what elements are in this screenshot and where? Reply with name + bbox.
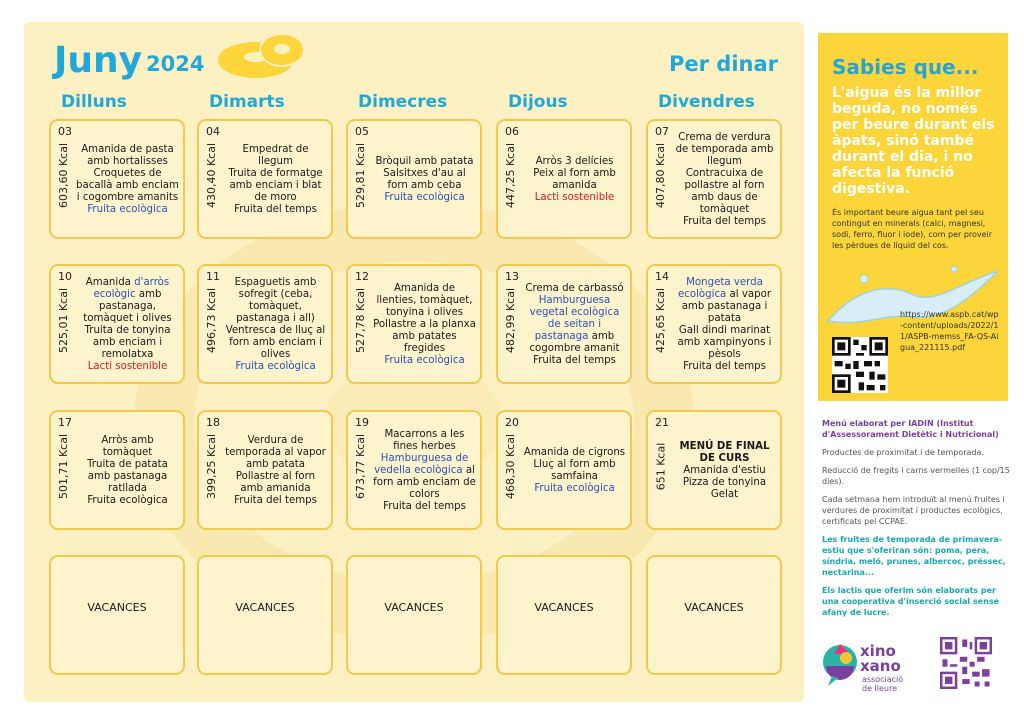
info-url-link[interactable]: https://www.aspb.cat/wp-content/uploads/2022/11/ASPB-memss_FA-QS-Aigua_221115.pdf — [900, 310, 999, 352]
kcal-value: 525,01 Kcal — [57, 287, 71, 353]
info-title: Sabies que... — [832, 55, 979, 79]
menu-text: Amanida de cigrons — [523, 447, 626, 458]
menu-text: Gelat — [710, 489, 739, 500]
day-cell — [346, 410, 482, 530]
kcal-value: 527,78 Kcal — [354, 287, 368, 353]
day-cell — [496, 119, 632, 239]
kcal-label — [500, 125, 522, 225]
menu-text: Contracuixa de pollastre al forn amb daus de tomàquet — [684, 168, 765, 215]
logo-line-1: xino — [860, 642, 896, 660]
kcal-label — [350, 125, 372, 225]
day-cell — [197, 410, 333, 530]
kcal-label — [53, 416, 75, 516]
menu-item — [224, 435, 327, 471]
menu-text: Mongeta verda ecològica — [677, 277, 763, 300]
kcal-value: 603,60 Kcal — [57, 142, 71, 208]
kcal-label — [650, 416, 672, 516]
vacation-label: VACANCES — [534, 601, 594, 614]
menu-items — [373, 420, 476, 522]
menu-text: Crema de carbassó — [525, 283, 624, 294]
menu-text: Crema de verdura de temporada amb llegum — [675, 132, 774, 167]
menu-text: amb pastanaga, tomàquet i olives — [83, 289, 172, 324]
menu-text: Croquetes de bacallà amb enciam i cogombre amanits — [76, 168, 179, 203]
day-cell — [646, 264, 782, 384]
menu-items — [224, 129, 327, 231]
vacation-cell — [496, 555, 632, 675]
menu-item — [373, 319, 476, 355]
menu-items — [373, 274, 476, 376]
vacation-cell — [197, 555, 333, 675]
menu-text: Arròs 3 delícies — [535, 156, 614, 167]
kcal-label — [53, 125, 75, 225]
menu-item — [673, 168, 776, 216]
menu-text: Fruita del temps — [683, 361, 766, 372]
menu-items — [76, 274, 179, 376]
kcal-label — [650, 270, 672, 370]
kcal-value: 501,71 Kcal — [57, 433, 71, 499]
menu-item — [673, 465, 776, 477]
menu-text: Fruita ecològica — [384, 355, 465, 366]
menu-text: MENÚ DE FINAL DE CURS — [679, 441, 770, 464]
menu-item — [373, 168, 476, 192]
kcal-value: 651 Kcal — [654, 442, 668, 490]
day-cell — [49, 410, 185, 530]
menu-text: Arròs amb tomàquet — [101, 435, 154, 458]
kcal-label — [201, 270, 223, 370]
menu-item — [76, 168, 179, 204]
day-number: 20 — [505, 416, 519, 429]
day-number: 13 — [505, 270, 519, 283]
menu-item — [76, 277, 179, 325]
menu-text: Verdura de temporada al vapor amb patata — [225, 435, 326, 470]
vacation-label: VACANCES — [235, 601, 295, 614]
menu-text: Hamburguesa vegetal ecològica de seitan i pastanaga — [529, 295, 620, 342]
logo-line-3: associació de lleure — [862, 675, 904, 693]
menu-item — [673, 361, 776, 373]
logo-line-2: xano — [860, 657, 901, 675]
menu-items — [673, 274, 776, 376]
day-cell — [197, 119, 333, 239]
kcal-value: 407,80 Kcal — [654, 142, 668, 208]
menu-item — [673, 277, 776, 325]
menu-item — [523, 168, 626, 192]
day-cell — [646, 410, 782, 530]
menu-items — [76, 420, 179, 522]
day-cell — [197, 264, 333, 384]
menu-item — [76, 495, 179, 507]
note-proximity: Productes de proximitat i de temporada. — [822, 448, 984, 457]
menu-item — [76, 144, 179, 168]
menu-text: Espaguetis amb sofregit (ceba, tomàquet, pastanaga i all) — [234, 277, 317, 324]
menu-text: Ventresca de lluç al forn amb enciam i olives — [225, 325, 326, 360]
kcal-value: 447,25 Kcal — [504, 142, 518, 208]
menu-items — [673, 420, 776, 522]
vacation-cell — [49, 555, 185, 675]
menu-text: Truita de formatge amb enciam i blat de moro — [228, 168, 323, 203]
year-label: 2024 — [146, 52, 205, 76]
menu-item — [523, 156, 626, 168]
qr-code-icon[interactable] — [940, 637, 992, 689]
kcal-value: 482,99 Kcal — [504, 287, 518, 353]
meal-label: Per dinar — [668, 52, 778, 76]
menu-item — [673, 441, 776, 465]
vacation-cell — [646, 555, 782, 675]
menu-item — [224, 361, 327, 373]
menu-text: Fruita del temps — [234, 204, 317, 215]
kcal-label — [201, 125, 223, 225]
day-number: 21 — [655, 416, 669, 429]
menu-item — [673, 132, 776, 168]
menu-text: Fruita del temps — [383, 501, 466, 512]
menu-text: Lacti sostenible — [87, 361, 168, 372]
vacation-label: VACANCES — [87, 601, 147, 614]
menu-text: Amanida d'estiu — [683, 465, 766, 476]
menu-item — [76, 325, 179, 361]
menu-item — [373, 453, 476, 501]
menu-item — [673, 477, 776, 489]
note-fruits: Les fruites de temporada de primavera-estiu que s'oferiran són: poma, pera, síndria, meló, prunes, albercoc, préssec, nectarina... — [822, 535, 1006, 577]
kcal-label — [53, 270, 75, 370]
vacation-cell — [346, 555, 482, 675]
menu-item — [523, 295, 626, 355]
menu-item — [224, 495, 327, 507]
day-number: 11 — [206, 270, 220, 283]
day-cell — [346, 119, 482, 239]
note-dairy: Els lactis que oferim són elaborats per una cooperativa d'inserció social sense afany de lucre. — [822, 586, 1000, 617]
kcal-value: 399,25 Kcal — [205, 433, 219, 499]
info-lead: L'aigua és la millor beguda, no només per beure durant els àpats, sinó també durant el dia, i no afecta la funció digestiva. — [832, 85, 995, 197]
kcal-value: 430,40 Kcal — [205, 142, 219, 208]
menu-text: Fruita ecològica — [87, 204, 168, 215]
menu-item — [373, 283, 476, 319]
note-reduction: Reducció de fregits i carns vermelles (1 cop/15 dies). — [822, 466, 1010, 486]
menu-text: Hamburguesa de vedella ecològica — [374, 453, 469, 476]
menu-items — [224, 420, 327, 522]
day-header-3: Dijous — [508, 92, 568, 112]
kcal-label — [350, 270, 372, 370]
day-cell — [646, 119, 782, 239]
menu-item — [373, 156, 476, 168]
menu-notes — [822, 418, 1012, 625]
kcal-label — [201, 416, 223, 516]
kcal-value: 496,73 Kcal — [205, 287, 219, 353]
month-title: Juny — [54, 40, 143, 81]
menu-text: Bròquil amb patata — [375, 156, 474, 167]
menu-text: Lacti sostenible — [534, 192, 615, 203]
menu-item — [224, 168, 327, 204]
qr-code-icon[interactable] — [832, 337, 888, 393]
info-card — [818, 33, 1008, 401]
menu-text: Truita de tonyina amb enciam i remolatxa — [84, 325, 171, 360]
menu-calendar — [24, 22, 804, 702]
menu-text: Amanida — [85, 277, 135, 288]
menu-item — [523, 355, 626, 367]
kcal-label — [500, 270, 522, 370]
menu-text: Fruita ecològica — [534, 483, 615, 494]
menu-items — [373, 129, 476, 231]
day-number: 10 — [58, 270, 72, 283]
day-cell — [496, 410, 632, 530]
menu-text: Fruita ecològica — [384, 192, 465, 203]
menu-item — [673, 216, 776, 228]
menu-items — [224, 274, 327, 376]
menu-text: Amanida de llenties, tomàquet, tonyina i olives — [376, 283, 473, 318]
menu-text: Amanida de pasta amb hortalisses — [81, 144, 174, 167]
menu-item — [76, 361, 179, 373]
menu-item — [523, 192, 626, 204]
day-header-4: Divendres — [658, 92, 755, 112]
menu-item — [523, 283, 626, 295]
menu-items — [76, 129, 179, 231]
menu-item — [373, 355, 476, 367]
info-body: És important beure aigua tant pel seu contingut en minerals (calci, magnesi, sodi, ferro, fluor i iode), com per proveir les pèrdues de líquid del cos. — [832, 208, 993, 250]
day-cell — [346, 264, 482, 384]
menu-items — [523, 129, 626, 231]
menu-item — [523, 459, 626, 483]
day-header-0: Dilluns — [61, 92, 127, 112]
menu-item — [224, 325, 327, 361]
kcal-value: 673,77 Kcal — [354, 433, 368, 499]
menu-text: Pizza de tonyina — [682, 477, 767, 488]
menu-text: Empedrat de llegum — [242, 144, 309, 167]
bread-icon — [204, 26, 314, 84]
menu-text: amb cogombre amanit — [529, 331, 620, 354]
day-header-2: Dimecres — [358, 92, 448, 112]
note-author: Menú elaborat per IADIN (Institut d'Assessorament Dietètic i Nutricional) — [822, 419, 999, 439]
menu-text: Salsitxes d'au al forn amb ceba — [383, 168, 466, 191]
day-header-1: Dimarts — [209, 92, 285, 112]
vacation-label: VACANCES — [384, 601, 444, 614]
menu-text: Fruita del temps — [533, 355, 616, 366]
day-number: 03 — [58, 125, 72, 138]
menu-text: al vapor amb pastanaga i patata — [681, 289, 772, 324]
day-cell — [496, 264, 632, 384]
menu-items — [673, 129, 776, 231]
menu-text: Truita de patata amb pastanaga ratllada — [87, 459, 168, 494]
vacation-label: VACANCES — [684, 601, 744, 614]
menu-item — [224, 144, 327, 168]
menu-item — [224, 471, 327, 495]
kcal-label — [650, 125, 672, 225]
menu-item — [76, 204, 179, 216]
menu-text: Macarrons a les fines herbes — [384, 429, 465, 452]
menu-text: Peix al forn amb amanida — [533, 168, 616, 191]
xinoxano-logo-icon — [820, 640, 860, 688]
kcal-label — [350, 416, 372, 516]
menu-text: Fruita del temps — [683, 216, 766, 227]
menu-text: d'arròs ecològic — [93, 277, 170, 300]
day-number: 04 — [206, 125, 220, 138]
menu-text: Fruita del temps — [234, 495, 317, 506]
day-number: 19 — [355, 416, 369, 429]
menu-text: Gall dindi marinat amb xampinyons i pèsols — [677, 325, 772, 360]
menu-item — [373, 501, 476, 513]
menu-item — [673, 489, 776, 501]
menu-items — [523, 274, 626, 376]
menu-text: Pollastre a la planxa amb patates fregides — [373, 319, 476, 354]
menu-text: Pollastre al forn amb amanida — [235, 471, 316, 494]
menu-item — [373, 429, 476, 453]
menu-item — [76, 435, 179, 459]
kcal-value: 425,65 Kcal — [654, 287, 668, 353]
menu-item — [224, 204, 327, 216]
menu-item — [523, 483, 626, 495]
menu-item — [76, 459, 179, 495]
day-number: 18 — [206, 416, 220, 429]
menu-item — [224, 277, 327, 325]
menu-text: Fruita ecològica — [235, 361, 316, 372]
kcal-label — [500, 416, 522, 516]
kcal-value: 529,81 Kcal — [354, 142, 368, 208]
day-number: 12 — [355, 270, 369, 283]
day-number: 06 — [505, 125, 519, 138]
menu-text: Lluç al forn amb samfaina — [533, 459, 616, 482]
menu-text: Fruita ecològica — [87, 495, 168, 506]
day-cell — [49, 119, 185, 239]
menu-item — [523, 447, 626, 459]
menu-item — [373, 192, 476, 204]
kcal-value: 468,30 Kcal — [504, 433, 518, 499]
menu-items — [523, 420, 626, 522]
day-cell — [49, 264, 185, 384]
day-number: 07 — [655, 125, 669, 138]
day-number: 14 — [655, 270, 669, 283]
note-organic: Cada setmana hem introduït al menú fruites i verdures de proximitat i productes ecològics, certificats pel CCPAE. — [822, 495, 1005, 526]
day-number: 05 — [355, 125, 369, 138]
day-number: 17 — [58, 416, 72, 429]
menu-item — [673, 325, 776, 361]
menu-text: al forn amb enciam de colors — [373, 465, 476, 500]
